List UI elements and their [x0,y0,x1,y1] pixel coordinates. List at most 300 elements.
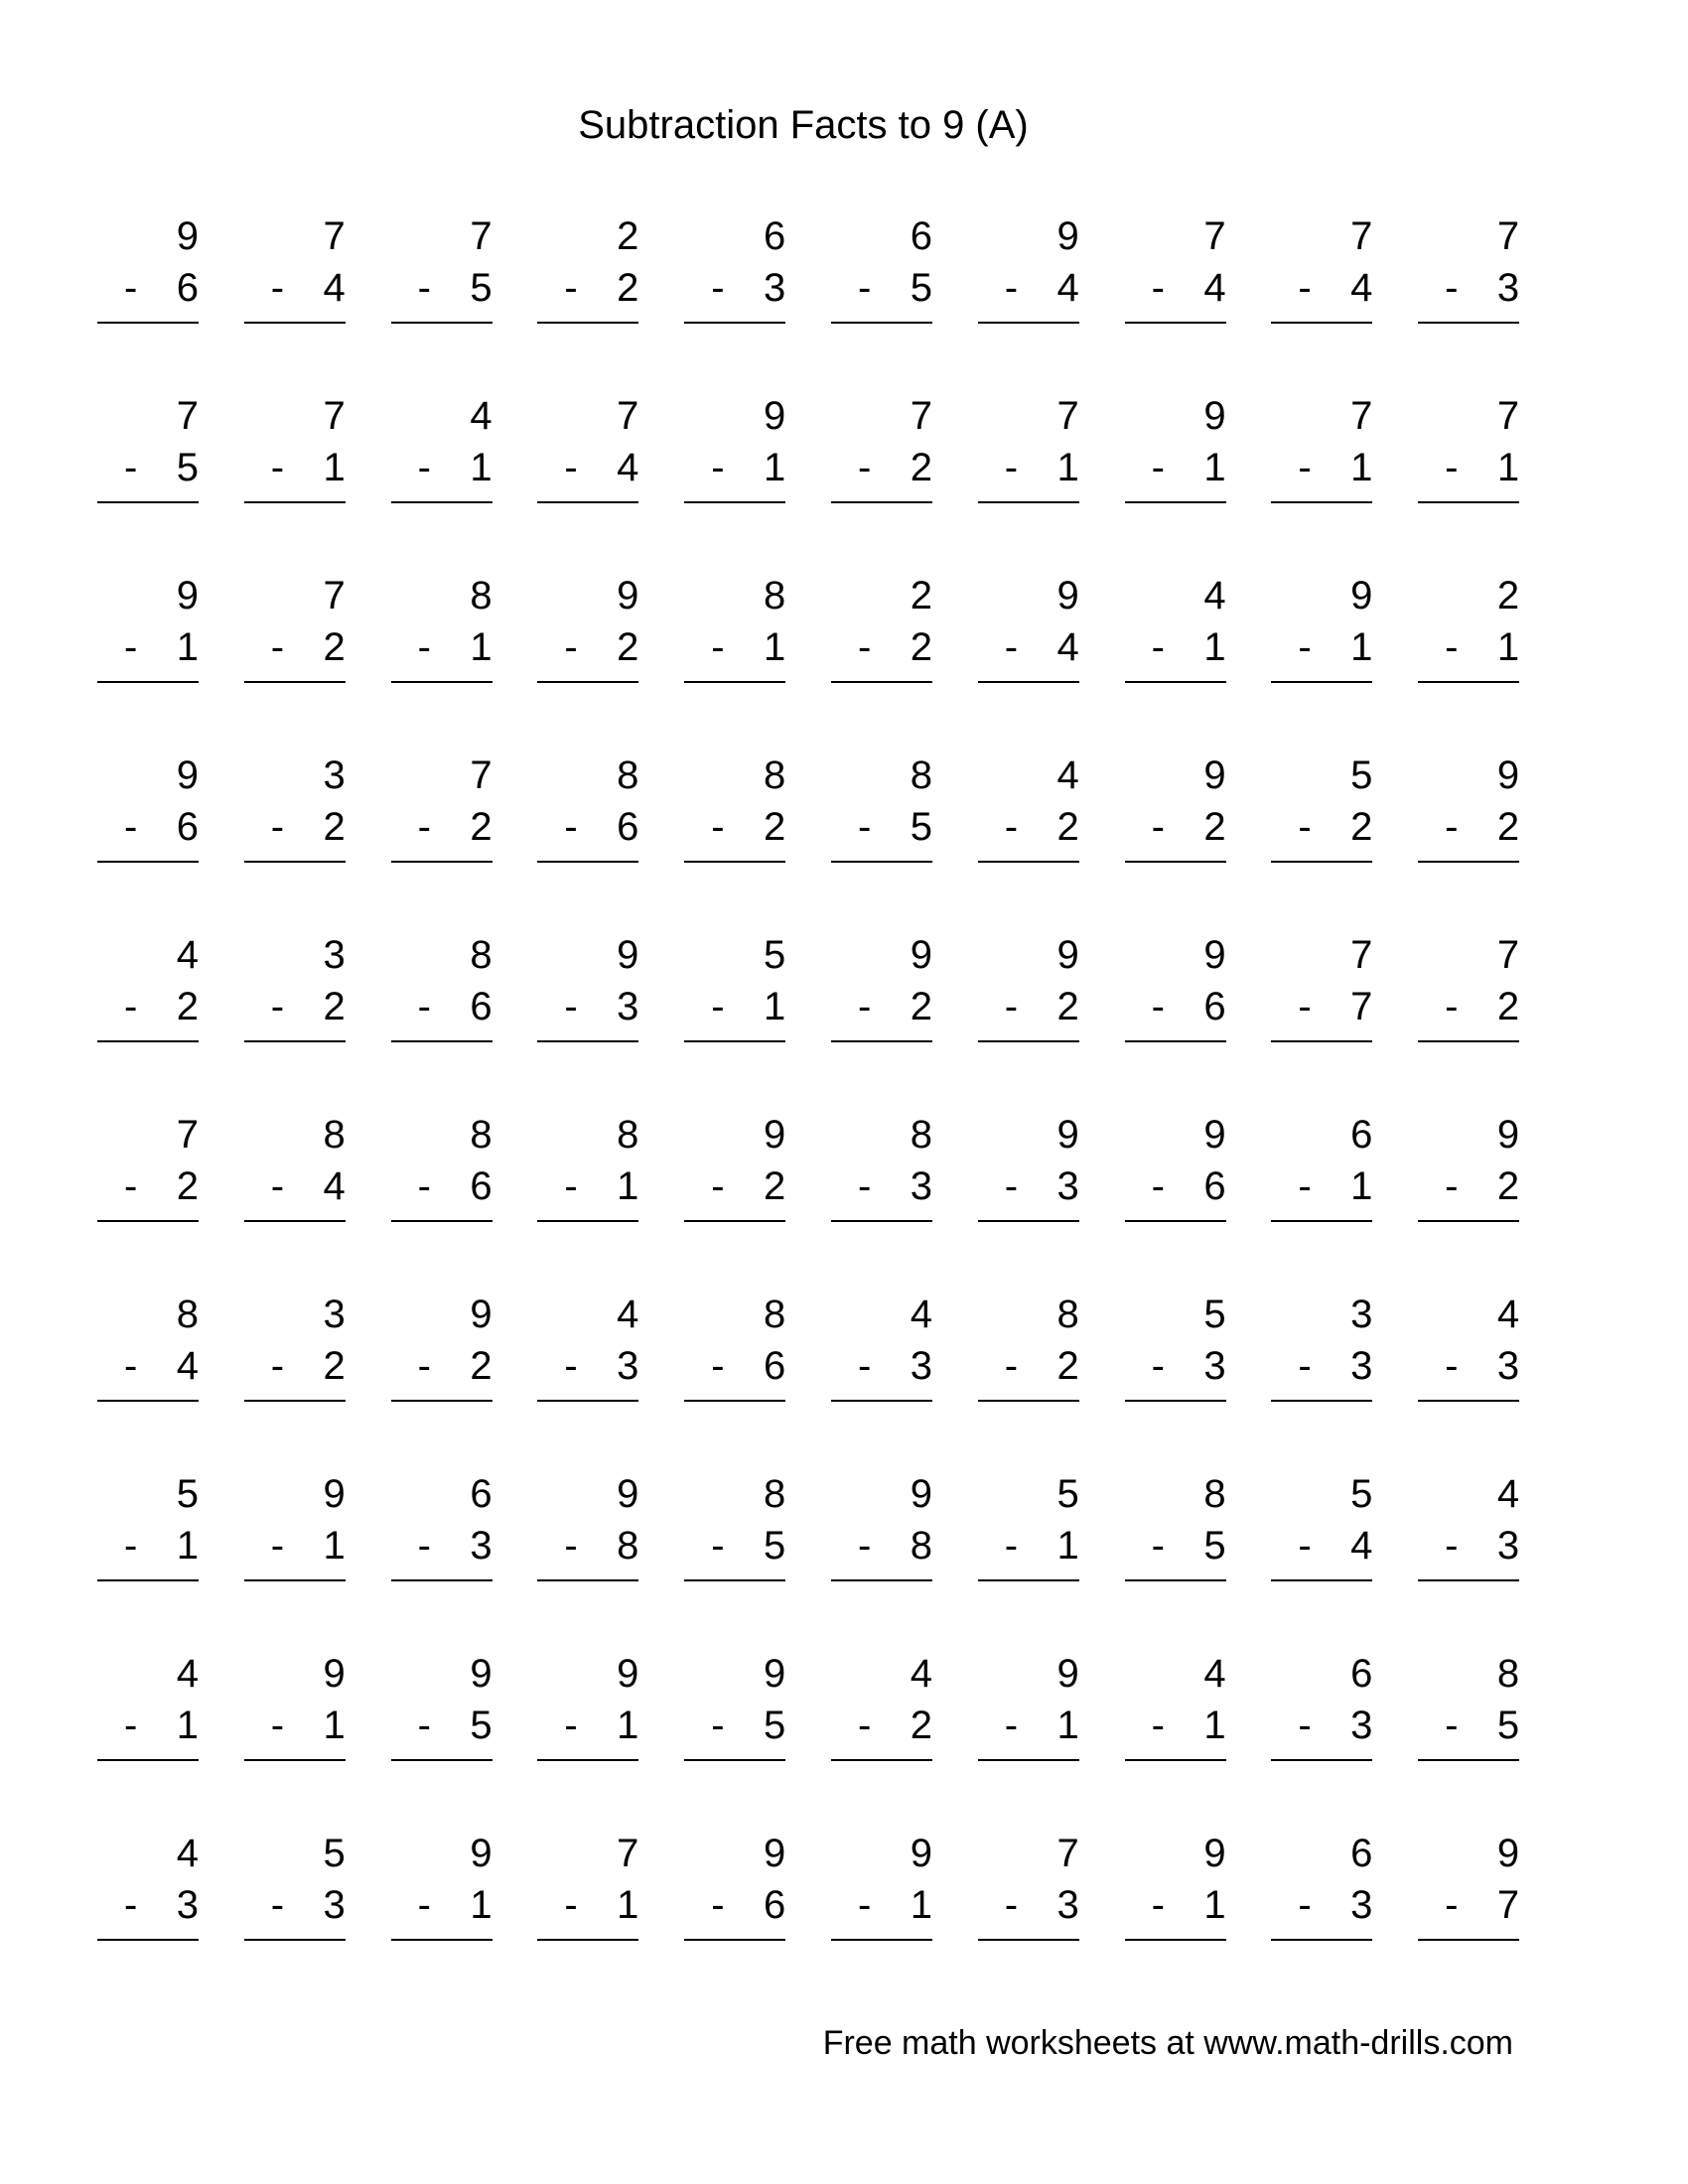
minus-sign: - [270,446,285,489]
subtraction-problem [97,1826,199,1984]
subtrahend: 3 [1056,1164,1079,1208]
subtrahend: 1 [617,1704,639,1747]
subtrahend: 4 [1056,266,1079,310]
minus-sign: - [124,266,138,310]
subtraction-problem [1271,568,1372,727]
subtrahend: 6 [1203,1164,1226,1208]
subtrahend: 3 [1350,1883,1373,1927]
minus-sign: - [1445,985,1459,1028]
subtraction-problem [684,1826,785,1984]
subtrahend: 5 [470,1704,492,1747]
minus-sign: - [564,266,578,310]
minus-sign: - [1298,625,1312,669]
minuend: 4 [910,1652,932,1696]
subtrahend: 3 [763,266,786,310]
minuend: 2 [1496,574,1520,617]
answer-line [244,501,346,503]
minuend: 9 [617,933,639,977]
minus-sign: - [1004,625,1019,669]
answer-line [1125,322,1226,324]
subtraction-problem [244,1826,346,1984]
minuend: 7 [323,214,346,258]
answer-line [537,322,638,324]
subtrahend: 1 [470,446,492,489]
problem-row [97,1107,1520,1287]
minus-sign: - [124,1883,138,1927]
minuend: 5 [763,933,786,977]
minuend: 9 [1203,1113,1226,1157]
answer-line [537,501,638,503]
minuend: 8 [763,1472,786,1516]
subtrahend: 2 [910,625,932,669]
subtrahend: 6 [176,266,199,310]
minus-sign: - [564,625,578,669]
minus-sign: - [1445,1704,1459,1747]
subtraction-problem [97,568,199,727]
minuend: 4 [176,1652,199,1696]
subtrahend: 1 [176,1704,199,1747]
minuend: 9 [617,574,639,617]
problem-row [97,1646,1520,1826]
subtrahend: 1 [1496,625,1520,669]
answer-line [1418,1579,1519,1581]
minuend: 3 [1350,1293,1373,1336]
minuend: 5 [176,1472,199,1516]
minus-sign: - [564,985,578,1028]
minuend: 9 [176,574,199,617]
answer-line [1125,681,1226,683]
subtrahend: 2 [1056,1344,1079,1388]
minuend: 3 [323,753,346,797]
minus-sign: - [1151,1704,1165,1747]
minus-sign: - [1004,1883,1019,1927]
subtraction-problem [831,1646,932,1805]
answer-line [97,322,199,324]
answer-line [1418,1939,1519,1941]
answer-line [1271,1400,1372,1402]
minus-sign: - [711,446,725,489]
subtrahend: 1 [1350,446,1373,489]
subtraction-problem [1271,388,1372,547]
subtrahend: 1 [617,1883,639,1927]
minus-sign: - [857,625,872,669]
answer-line [1271,501,1372,503]
subtraction-problem [978,1826,1079,1984]
subtrahend: 3 [1350,1344,1373,1388]
answer-line [684,1939,785,1941]
minus-sign: - [417,446,431,489]
minuend: 4 [176,933,199,977]
minuend: 8 [763,574,786,617]
minuend: 9 [1056,933,1079,977]
subtrahend: 1 [1203,1704,1226,1747]
answer-line [831,861,932,863]
answer-line [244,1040,346,1042]
subtraction-problem [244,1646,346,1805]
minus-sign: - [711,805,725,849]
minuend: 9 [1203,394,1226,438]
answer-line [244,1759,346,1761]
minus-sign: - [1151,985,1165,1028]
answer-line [978,1579,1079,1581]
minuend: 7 [470,753,492,797]
minuend: 4 [1496,1293,1520,1336]
answer-line [537,1040,638,1042]
subtrahend: 3 [617,985,639,1028]
answer-line [391,1220,492,1222]
subtraction-problem [1125,568,1226,727]
subtraction-problem [537,1107,638,1266]
minus-sign: - [711,1704,725,1747]
answer-line [97,1220,199,1222]
minus-sign: - [1004,985,1019,1028]
subtraction-problem [684,1107,785,1266]
answer-line [831,1220,932,1222]
answer-line [97,861,199,863]
subtraction-problem [244,1287,346,1445]
minus-sign: - [270,625,285,669]
subtraction-problem [391,388,492,547]
subtraction-problem [1271,927,1372,1086]
subtrahend: 3 [323,1883,346,1927]
minuend: 2 [910,574,932,617]
subtrahend: 6 [470,985,492,1028]
answer-line [684,1579,785,1581]
subtrahend: 2 [617,266,639,310]
subtraction-problem [1125,388,1226,547]
minuend: 3 [323,933,346,977]
answer-line [684,681,785,683]
minus-sign: - [1151,625,1165,669]
subtraction-problem [978,1107,1079,1266]
minuend: 8 [470,933,492,977]
minus-sign: - [857,446,872,489]
answer-line [1125,1939,1226,1941]
subtraction-problem [391,927,492,1086]
minuend: 9 [1056,1113,1079,1157]
answer-line [978,681,1079,683]
problem-row [97,927,1520,1107]
minus-sign: - [564,1704,578,1747]
minuend: 6 [763,214,786,258]
minus-sign: - [270,1524,285,1568]
minuend: 7 [1056,1832,1079,1875]
minuend: 9 [1056,214,1079,258]
minus-sign: - [1445,1524,1459,1568]
answer-line [1418,1400,1519,1402]
minuend: 8 [1496,1652,1520,1696]
subtraction-problem [1125,1826,1226,1984]
minus-sign: - [711,985,725,1028]
answer-line [391,861,492,863]
minuend: 9 [910,1832,932,1875]
subtraction-problem [684,1466,785,1625]
minuend: 3 [323,1293,346,1336]
minuend: 8 [910,753,932,797]
minuend: 9 [763,1113,786,1157]
answer-line [1125,1400,1226,1402]
subtraction-problem [391,1466,492,1625]
minus-sign: - [124,625,138,669]
minuend: 7 [1350,933,1373,977]
subtraction-problem [1418,388,1519,547]
minus-sign: - [711,1883,725,1927]
answer-line [537,1220,638,1222]
subtrahend: 5 [1203,1524,1226,1568]
subtraction-problem [537,1826,638,1984]
subtrahend: 5 [470,266,492,310]
subtrahend: 3 [1350,1704,1373,1747]
answer-line [244,1579,346,1581]
subtrahend: 5 [1496,1704,1520,1747]
subtrahend: 2 [910,1704,932,1747]
answer-line [1418,501,1519,503]
answer-line [244,861,346,863]
answer-line [391,681,492,683]
subtrahend: 2 [910,985,932,1028]
answer-line [978,861,1079,863]
minus-sign: - [124,805,138,849]
minus-sign: - [124,1524,138,1568]
subtraction-problem [244,568,346,727]
subtraction-problem [1125,1466,1226,1625]
answer-line [1125,1579,1226,1581]
subtrahend: 2 [323,625,346,669]
problem-row [97,208,1520,388]
problem-row [97,1287,1520,1466]
subtraction-problem [978,388,1079,547]
subtrahend: 3 [910,1344,932,1388]
minuend: 8 [763,1293,786,1336]
minuend: 9 [470,1293,492,1336]
subtraction-problem [684,1646,785,1805]
minuend: 8 [470,574,492,617]
subtraction-problem [1418,1107,1519,1266]
answer-line [1271,681,1372,683]
answer-line [391,1759,492,1761]
minus-sign: - [711,1164,725,1208]
minus-sign: - [564,446,578,489]
minus-sign: - [857,985,872,1028]
subtraction-problem [1271,1107,1372,1266]
subtraction-problem [537,1466,638,1625]
subtrahend: 1 [176,625,199,669]
minuend: 7 [176,394,199,438]
minuend: 4 [176,1832,199,1875]
minuend: 6 [910,214,932,258]
subtraction-problem [97,927,199,1086]
subtraction-problem [978,208,1079,367]
subtraction-problem [97,748,199,906]
minus-sign: - [1298,266,1312,310]
minus-sign: - [564,805,578,849]
answer-line [97,1579,199,1581]
minuend: 7 [617,394,639,438]
answer-line [97,681,199,683]
subtraction-problem [1271,208,1372,367]
answer-line [684,322,785,324]
answer-line [978,322,1079,324]
minus-sign: - [417,985,431,1028]
minuend: 7 [1350,214,1373,258]
subtrahend: 5 [763,1704,786,1747]
subtraction-problem [978,1646,1079,1805]
subtrahend: 3 [910,1164,932,1208]
minus-sign: - [1151,805,1165,849]
subtraction-problem [391,748,492,906]
minus-sign: - [564,1344,578,1388]
minus-sign: - [857,1344,872,1388]
minus-sign: - [857,1524,872,1568]
answer-line [684,861,785,863]
minus-sign: - [1445,1164,1459,1208]
answer-line [1125,1759,1226,1761]
subtraction-problem [831,388,932,547]
minuend: 9 [1056,1652,1079,1696]
answer-line [1418,861,1519,863]
subtraction-problem [97,1646,199,1805]
subtrahend: 3 [470,1524,492,1568]
minus-sign: - [1151,1164,1165,1208]
subtraction-problem [1418,1287,1519,1445]
answer-line [1271,1579,1372,1581]
problem-row [97,1466,1520,1646]
minus-sign: - [270,1883,285,1927]
minuend: 8 [617,753,639,797]
subtraction-problem [97,1107,199,1266]
problem-row [97,1826,1520,2005]
minus-sign: - [417,1344,431,1388]
subtrahend: 7 [1496,1883,1520,1927]
minus-sign: - [1004,266,1019,310]
minus-sign: - [124,985,138,1028]
minus-sign: - [270,1704,285,1747]
minus-sign: - [417,1704,431,1747]
answer-line [97,1759,199,1761]
subtrahend: 1 [763,985,786,1028]
subtrahend: 1 [1056,1524,1079,1568]
minus-sign: - [1004,805,1019,849]
subtrahend: 3 [1496,266,1520,310]
subtraction-problem [831,1287,932,1445]
subtrahend: 6 [617,805,639,849]
minuend: 9 [910,1472,932,1516]
minuend: 6 [1350,1652,1373,1696]
answer-line [97,1040,199,1042]
minuend: 4 [1496,1472,1520,1516]
subtrahend: 2 [323,805,346,849]
minus-sign: - [270,1164,285,1208]
subtrahend: 4 [617,446,639,489]
answer-line [831,1040,932,1042]
subtraction-problem [537,388,638,547]
subtraction-problem [1418,1646,1519,1805]
minuend: 2 [617,214,639,258]
subtraction-problem [537,1646,638,1805]
subtrahend: 2 [1496,985,1520,1028]
subtraction-problem [244,748,346,906]
subtrahend: 8 [910,1524,932,1568]
answer-line [537,681,638,683]
subtrahend: 3 [617,1344,639,1388]
minuend: 5 [323,1832,346,1875]
answer-line [537,1579,638,1581]
subtrahend: 2 [1056,985,1079,1028]
subtraction-problem [1418,208,1519,367]
minus-sign: - [1445,266,1459,310]
minuend: 9 [323,1472,346,1516]
subtrahend: 2 [1350,805,1373,849]
answer-line [1271,1759,1372,1761]
minus-sign: - [1298,1524,1312,1568]
minuend: 7 [1496,394,1520,438]
answer-line [831,501,932,503]
subtraction-problem [684,568,785,727]
answer-line [684,1040,785,1042]
subtraction-problem [1125,208,1226,367]
minus-sign: - [1445,1883,1459,1927]
subtrahend: 4 [176,1344,199,1388]
answer-line [831,1939,932,1941]
minuend: 6 [1350,1832,1373,1875]
subtrahend: 1 [323,1704,346,1747]
subtrahend: 4 [323,1164,346,1208]
minus-sign: - [857,1883,872,1927]
minus-sign: - [711,1524,725,1568]
subtraction-problem [1418,1466,1519,1625]
answer-line [244,1220,346,1222]
footer-credit: Free math worksheets at www.math-drills.com [822,2024,1513,2062]
minus-sign: - [270,266,285,310]
subtrahend: 1 [470,625,492,669]
subtraction-problem [831,1466,932,1625]
minuend: 5 [1350,753,1373,797]
subtrahend: 4 [1203,266,1226,310]
minuend: 9 [763,1832,786,1875]
minus-sign: - [417,805,431,849]
subtraction-problem [391,1646,492,1805]
minuend: 8 [763,753,786,797]
subtrahend: 1 [1203,446,1226,489]
answer-line [391,1939,492,1941]
subtraction-problem [684,748,785,906]
minuend: 9 [176,753,199,797]
subtraction-problem [391,208,492,367]
minus-sign: - [711,1344,725,1388]
minus-sign: - [564,1883,578,1927]
subtraction-problem [97,1287,199,1445]
minuend: 9 [1350,574,1373,617]
subtraction-problem [1418,568,1519,727]
minus-sign: - [270,985,285,1028]
answer-line [831,1759,932,1761]
minuend: 9 [1203,753,1226,797]
subtrahend: 1 [470,1883,492,1927]
minus-sign: - [1445,625,1459,669]
minus-sign: - [1004,1344,1019,1388]
subtrahend: 2 [176,1164,199,1208]
subtrahend: 5 [910,266,932,310]
subtrahend: 1 [910,1883,932,1927]
problem-row [97,748,1520,927]
subtraction-problem [537,748,638,906]
subtraction-problem [97,1466,199,1625]
subtrahend: 6 [763,1344,786,1388]
answer-line [391,501,492,503]
subtrahend: 2 [1056,805,1079,849]
minuend: 8 [617,1113,639,1157]
minuend: 8 [470,1113,492,1157]
